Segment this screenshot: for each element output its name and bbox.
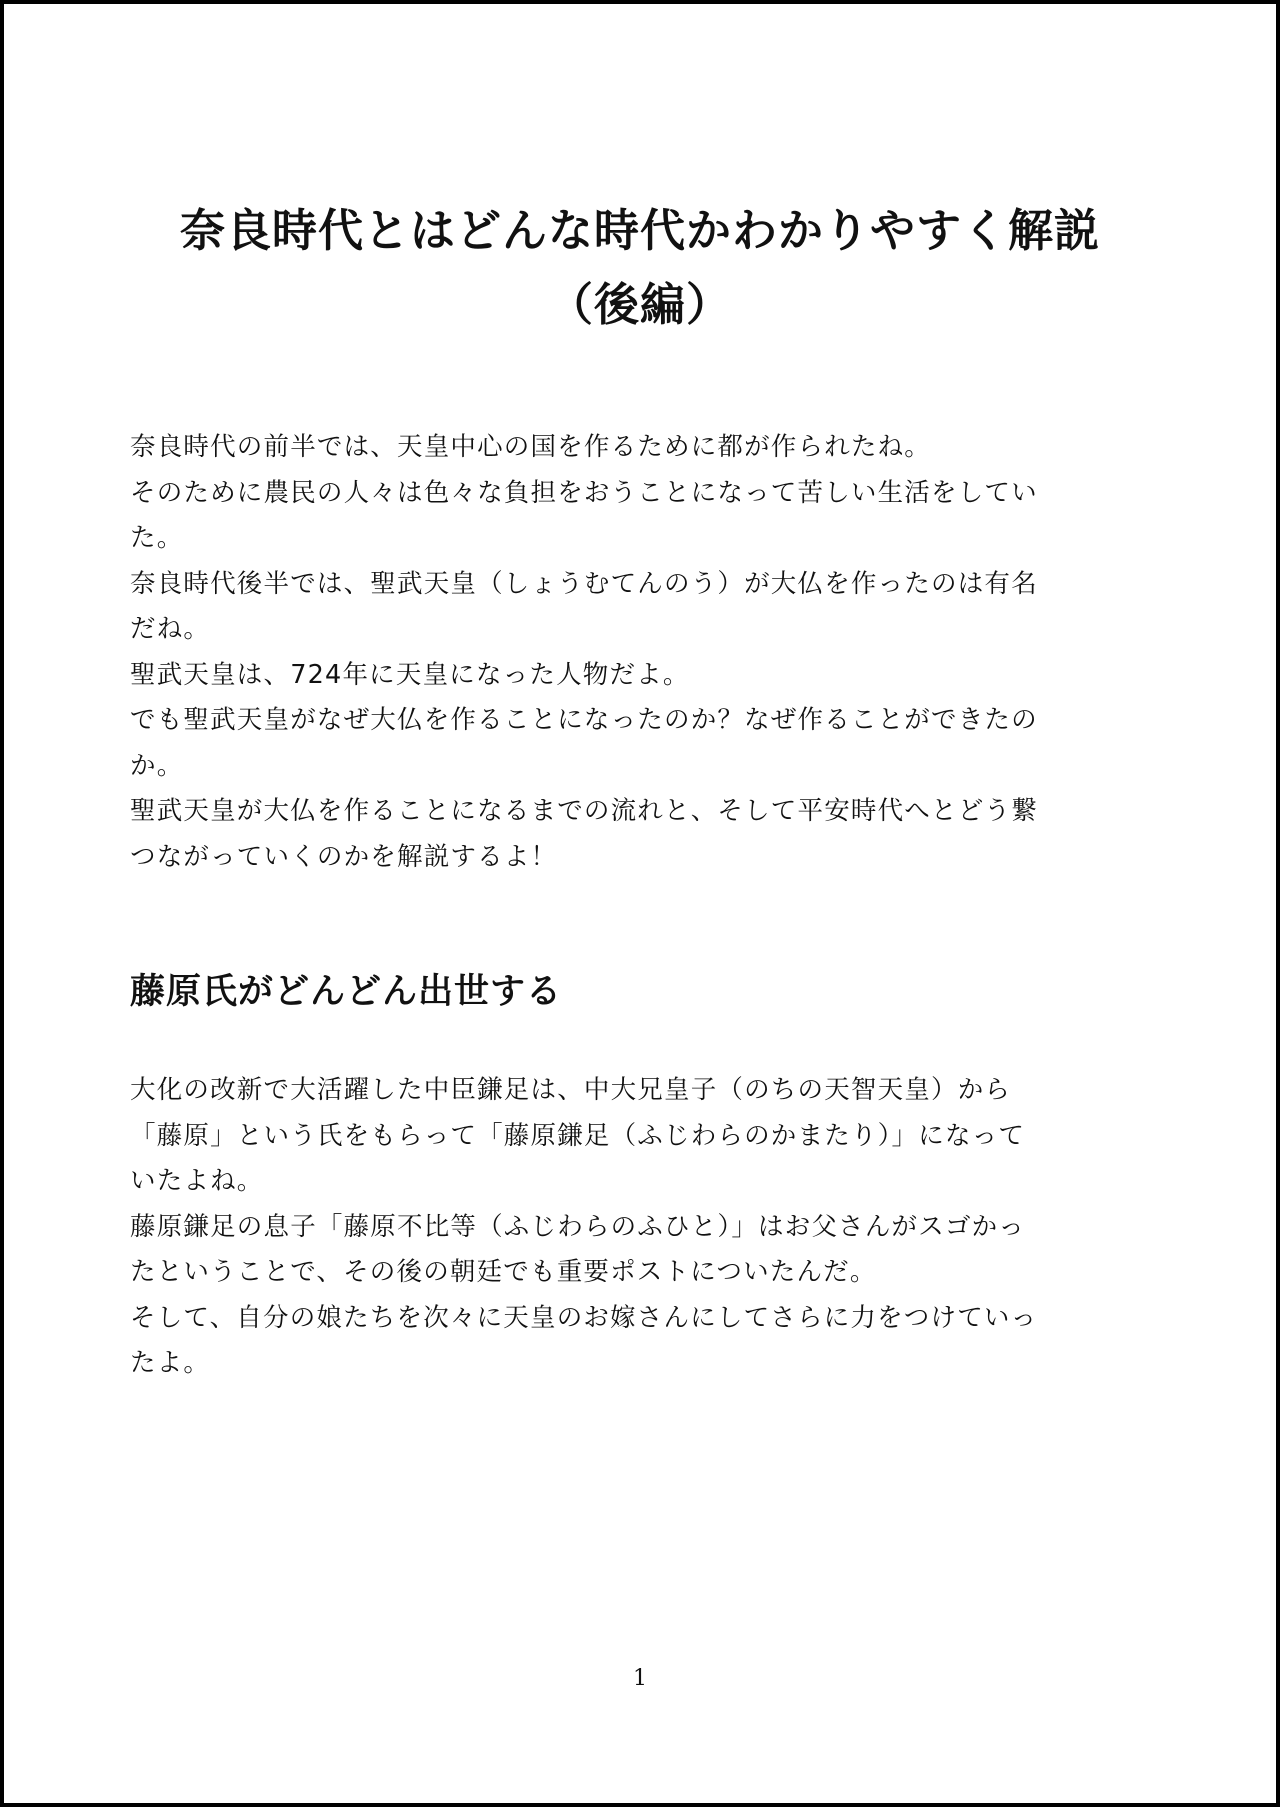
text-line: 奈良時代の前半では、天皇中心の国を作るために都が作られたね。 [130, 432, 932, 462]
page-number: 1 [633, 1666, 647, 1691]
text-line: 藤原鎌足の息子「藤原不比等（ふじわらのふひと）」はお父さんがスゴかっ [130, 1211, 1026, 1242]
text-line: 大化の改新で大活躍した中臣鎌足は、中大兄皇子（のちの天智天皇）から [130, 1075, 1012, 1105]
intro-section [130, 425, 1150, 880]
text-line: そのために農民の人々は色々な負担をおうことになって苦しい生活をしてい [130, 477, 1038, 508]
page-title [4, 194, 1276, 342]
text-line: そして、自分の娘たちを次々に天皇のお嫁さんにしてさらに力をつけていっ [130, 1302, 1038, 1333]
section-paragraph [130, 1068, 1150, 1387]
section-heading: 藤原氏がどんどん出世する [130, 972, 563, 1012]
intro-paragraph [130, 425, 1150, 880]
text-line: 聖武天皇は、724年に天皇になった人物だよ。 [130, 659, 690, 690]
fujiwara-section [130, 1068, 1150, 1387]
page-title-line-1: 奈良時代とはどんな時代かわかりやすく解説 [179, 204, 1100, 257]
page-title-line-2: （後編） [547, 278, 732, 331]
text-line: でも聖武天皇がなぜ大仏を作ることになったのか？なぜ作ることができたの [130, 705, 1038, 735]
text-line: か。 [130, 750, 184, 781]
text-line: 「藤原」という氏をもらって「藤原鎌足（ふじわらのかまたり）」になって [130, 1120, 1026, 1151]
text-line: たということで、その後の朝廷でも重要ポストについたんだ。 [130, 1257, 877, 1287]
text-line: た。 [130, 523, 184, 553]
text-line: だね。 [130, 614, 211, 644]
text-line: つながっていくのかを解説するよ！ [130, 841, 558, 872]
text-line: 聖武天皇が大仏を作ることになるまでの流れと、そして平安時代へとどう繋 [130, 796, 1038, 826]
text-line: いたよね。 [130, 1166, 264, 1196]
text-line: たよ。 [130, 1348, 211, 1378]
text-line: 奈良時代後半では、聖武天皇（しょうむてんのう）が大仏を作ったのは有名 [130, 568, 1038, 599]
